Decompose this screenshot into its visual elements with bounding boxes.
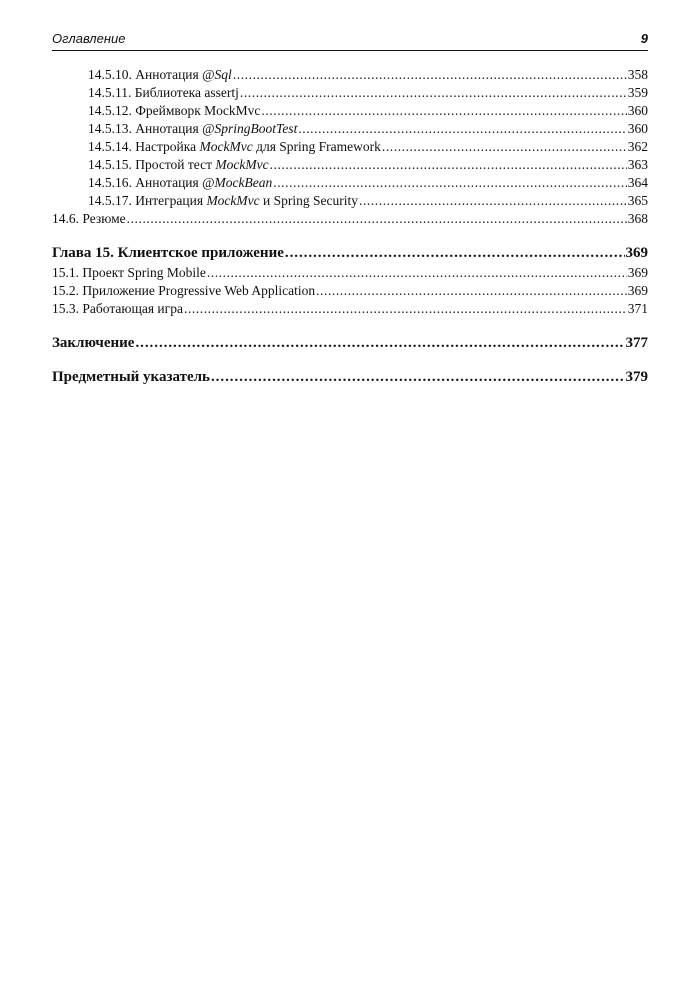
dot-leader: [207, 264, 627, 282]
toc-chapter-title: Глава 15. Клиентское приложение: [52, 245, 284, 261]
dot-leader: [184, 300, 627, 318]
toc-entry-title: 14.5.14. Настройка MockMvc для Spring Framework: [88, 139, 381, 154]
toc-chapter-entry[interactable]: [52, 366, 648, 388]
toc-entry-page: 369: [627, 283, 648, 298]
toc-chapter-entry[interactable]: [52, 332, 648, 354]
toc-entry[interactable]: [52, 84, 648, 102]
toc-entry-page: 358: [627, 67, 648, 82]
toc-entry-title: 15.2. Приложение Progressive Web Application: [52, 283, 316, 298]
toc-entry-page: 364: [627, 175, 648, 190]
toc-entry-title: 15.1. Проект Spring Mobile: [52, 265, 206, 280]
toc-entry[interactable]: [52, 210, 648, 228]
toc-entry-page: 363: [627, 157, 648, 172]
toc-entry-title: 14.5.10. Аннотация @Sql: [88, 67, 232, 82]
dot-leader: [127, 210, 627, 228]
running-header: [52, 30, 648, 51]
header-title: Оглавление: [52, 31, 126, 46]
toc-entry-page: 362: [627, 139, 648, 154]
toc-entry-title: 14.5.11. Библиотека assertj: [88, 85, 239, 100]
toc-entry-title: 14.6. Резюме: [52, 211, 126, 226]
toc-chapter-title: Заключение: [52, 335, 135, 351]
toc-entry-title: 14.5.12. Фреймворк MockMvc: [88, 103, 261, 118]
toc-entry[interactable]: [52, 174, 648, 192]
toc-entry[interactable]: [52, 156, 648, 174]
toc-entry-page: 371: [627, 301, 648, 316]
toc-entry-page: 379: [625, 369, 648, 385]
toc-chapter-title: Предметный указатель: [52, 369, 210, 385]
toc-entry[interactable]: [52, 138, 648, 156]
toc-entry-page: 377: [625, 335, 648, 351]
toc-entry-title: 14.5.17. Интеграция MockMvc и Spring Security: [88, 193, 358, 208]
toc-entry-page: 369: [627, 265, 648, 280]
toc-chapter-entry[interactable]: [52, 242, 648, 264]
toc-entry-page: 365: [627, 193, 648, 208]
toc-entry-page: 368: [627, 211, 648, 226]
toc-entry[interactable]: [52, 282, 648, 300]
dot-leader: [273, 174, 626, 192]
toc-entry-title: 14.5.15. Простой тест MockMvc: [88, 157, 269, 172]
toc-entry-page: 369: [625, 245, 648, 261]
dot-leader: [233, 66, 627, 84]
dot-leader: [270, 156, 627, 174]
dot-leader: [211, 366, 625, 388]
header-page-number: 9: [640, 31, 648, 46]
dot-leader: [298, 120, 626, 138]
toc-entry-title: 15.3. Работающая игра: [52, 301, 183, 316]
toc-entry-title: 14.5.16. Аннотация @MockBean: [88, 175, 273, 190]
toc-entry[interactable]: [52, 300, 648, 318]
dot-leader: [261, 102, 626, 120]
toc-entry[interactable]: [52, 192, 648, 210]
dot-leader: [240, 84, 627, 102]
toc-entry[interactable]: [52, 66, 648, 84]
toc-entry-page: 360: [627, 121, 648, 136]
dot-leader: [359, 192, 627, 210]
table-of-contents: [52, 66, 648, 388]
toc-entry[interactable]: [52, 120, 648, 138]
dot-leader: [382, 138, 627, 156]
dot-leader: [316, 282, 627, 300]
toc-entry-page: 360: [627, 103, 648, 118]
dot-leader: [285, 242, 625, 264]
toc-entry-page: 359: [627, 85, 648, 100]
dot-leader: [135, 332, 624, 354]
toc-entry[interactable]: [52, 264, 648, 282]
toc-entry[interactable]: [52, 102, 648, 120]
toc-entry-title: 14.5.13. Аннотация @SpringBootTest: [88, 121, 298, 136]
